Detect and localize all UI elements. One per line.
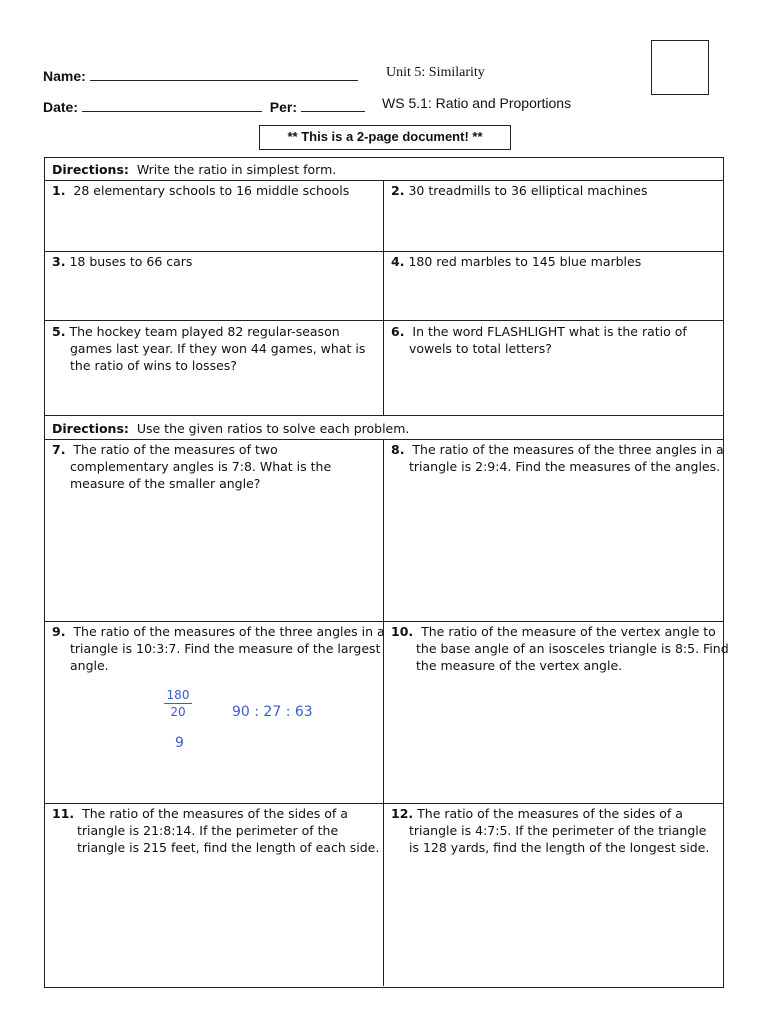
date-input-line[interactable]: [82, 97, 262, 112]
directions-label: Directions:: [52, 421, 129, 436]
handwritten-fraction: [164, 688, 192, 719]
problem-number: 2.: [391, 183, 405, 198]
problem-number: 11.: [52, 806, 75, 821]
problem-2: [391, 182, 717, 199]
directions-text: Write the ratio in simplest form.: [136, 162, 337, 177]
period-input-line[interactable]: [301, 97, 365, 112]
problem-text: The hockey team played 82 regular-season games last year. If they won 44 games, what is the ratio of wins to losses?: [69, 324, 366, 373]
problem-number: 4.: [391, 254, 405, 269]
problem-text: The ratio of the measure of the vertex angle to the base angle of an isosceles triangle is 8:5. Find the measure of the vertex angle.: [416, 624, 729, 673]
problem-text: The ratio of the measures of the sides of a triangle is 4:7:5. If the perimeter of the triangle is 128 yards, find the length of the longest side.: [409, 806, 710, 855]
problem-text: 180 red marbles to 145 blue marbles: [408, 254, 642, 269]
problem-number: 12.: [391, 806, 414, 821]
problem-number: 8.: [391, 442, 405, 457]
section2-directions: [52, 421, 409, 437]
problem-text: 18 buses to 66 cars: [69, 254, 193, 269]
name-field-row: [43, 66, 358, 84]
directions-text: Use the given ratios to solve each problem.: [136, 421, 410, 436]
date-label: Date:: [43, 99, 79, 115]
handwritten-denominator: 20: [170, 705, 186, 719]
per-label: Per:: [269, 99, 298, 115]
problem-8: [391, 441, 735, 475]
problem-text: The ratio of the measures of the three angles in a triangle is 10:3:7. Find the measure of the largest angle.: [70, 624, 385, 673]
date-field-row: [43, 97, 365, 115]
unit-title: Unit 5: Similarity: [386, 65, 485, 80]
table-divider: [383, 180, 384, 415]
table-rule: [44, 415, 723, 416]
problem-1: [52, 182, 378, 199]
problem-text: In the word FLASHLIGHT what is the ratio of vowels to total letters?: [409, 324, 687, 356]
problem-11: [52, 805, 387, 856]
two-page-notice: ** This is a 2-page document! **: [259, 125, 511, 150]
table-divider: [383, 439, 384, 986]
problem-number: 5.: [52, 324, 66, 339]
problem-number: 7.: [52, 442, 66, 457]
handwritten-numerator: 180: [166, 688, 190, 702]
name-label: Name:: [43, 68, 86, 84]
handwritten-ratio: 90 : 27 : 63: [232, 704, 313, 720]
directions-label: Directions:: [52, 162, 129, 177]
problem-10: [391, 623, 740, 674]
section1-directions: [52, 162, 336, 178]
problem-text: 28 elementary schools to 16 middle schools: [73, 183, 350, 198]
handwritten-result: 9: [175, 735, 184, 751]
problem-text: 30 treadmills to 36 elliptical machines: [408, 183, 648, 198]
problem-text: The ratio of the measures of the three angles in a triangle is 2:9:4. Find the measures of the angles.: [409, 442, 724, 474]
problem-6: [391, 323, 715, 357]
name-input-line[interactable]: [90, 66, 358, 81]
problem-4: [391, 253, 717, 270]
score-box: [651, 40, 709, 95]
problem-number: 9.: [52, 624, 66, 639]
problem-5: [52, 323, 376, 374]
problem-number: 10.: [391, 624, 414, 639]
problem-text: The ratio of the measures of the sides of a triangle is 21:8:14. If the perimeter of the triangle is 215 feet, find the length of each side.: [77, 806, 380, 855]
problem-9: [52, 623, 396, 674]
fraction-bar: [164, 703, 192, 704]
problem-12: [391, 805, 719, 856]
problem-number: 3.: [52, 254, 66, 269]
problem-text: The ratio of the measures of two complementary angles is 7:8. What is the measure of the smaller angle?: [70, 442, 332, 491]
problem-3: [52, 253, 378, 270]
problems-table: [44, 157, 724, 988]
problem-number: 1.: [52, 183, 66, 198]
problem-7: [52, 441, 380, 492]
problem-number: 6.: [391, 324, 405, 339]
worksheet-title: WS 5.1: Ratio and Proportions: [382, 95, 572, 111]
